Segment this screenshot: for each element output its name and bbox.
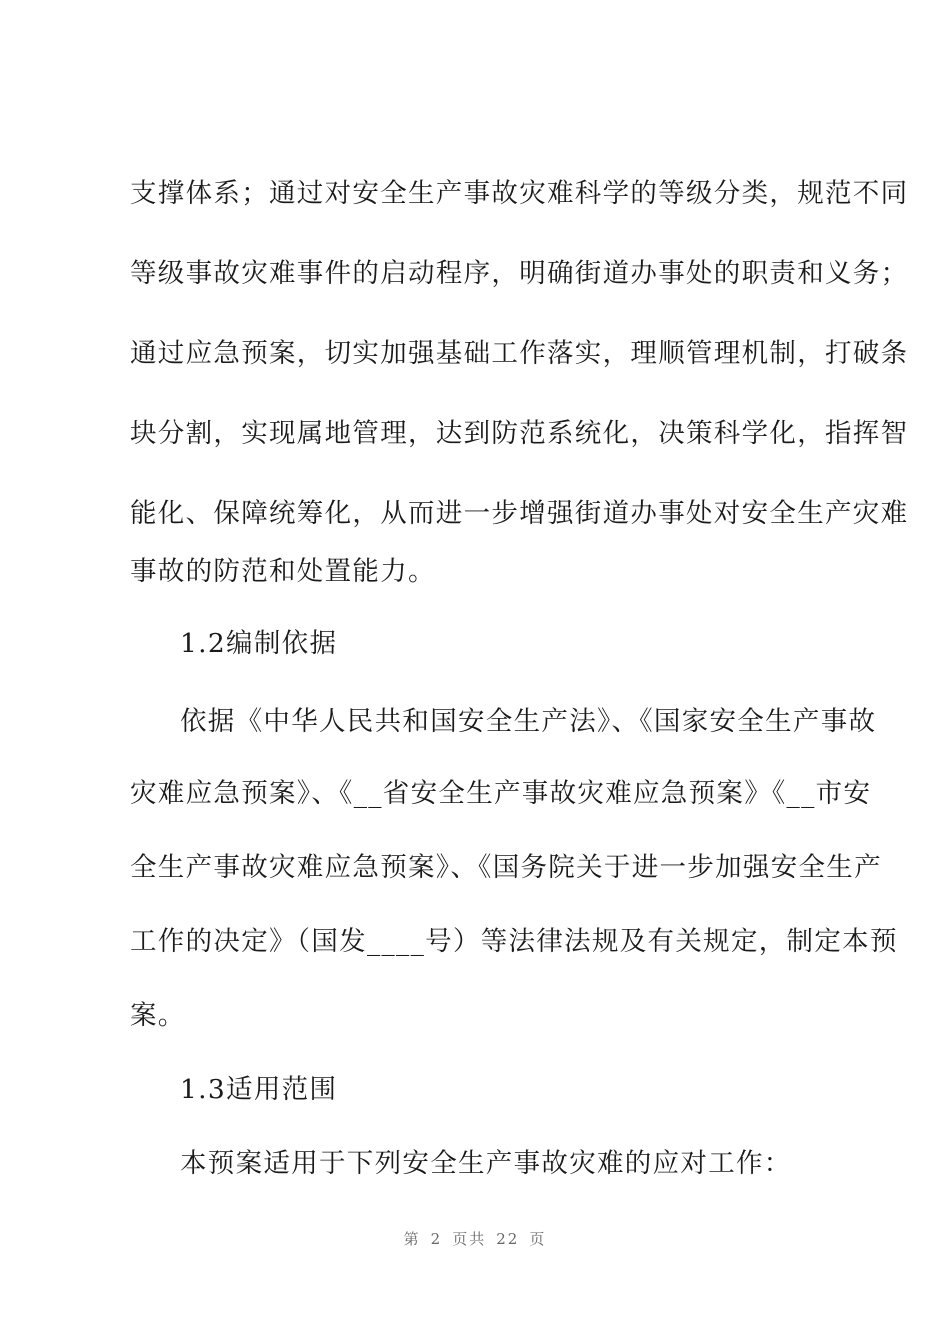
body-text-line: 案。 [130,1000,186,1031]
footer-page-total: 22 [496,1230,520,1248]
body-text-line: 事故的防范和处置能力。 [130,556,436,587]
body-text-line: 通过应急预案，切实加强基础工作落实，理顺管理机制，打破条 [130,338,909,369]
body-text-line: 等级事故灾难事件的启动程序，明确街道办事处的职责和义务； [130,258,909,289]
section-heading: 1.3适用范围 [180,1074,338,1105]
body-text-line: 本预案适用于下列安全生产事故灾难的应对工作： [180,1148,792,1179]
footer-page-prefix: 第 [403,1230,421,1248]
body-text-line: 全生产事故灾难应急预案》、《国务院关于进一步加强安全生产 [130,852,882,883]
body-text-line: 支撑体系；通过对安全生产事故灾难科学的等级分类，规范不同 [130,178,909,209]
body-text-line: 块分割，实现属地管理，达到防范系统化，决策科学化，指挥智 [130,418,909,449]
footer-page-middle: 页共 [452,1230,487,1248]
page-footer [0,1228,950,1250]
body-text-line: 灾难应急预案》、《__省安全生产事故灾难应急预案》《__市安 [130,778,872,809]
footer-page-suffix: 页 [529,1230,547,1248]
footer-page-current: 2 [430,1230,443,1248]
body-text-line: 能化、保障统筹化，从而进一步增强街道办事处对安全生产灾难 [130,498,909,529]
body-text-line: 工作的决定》（国发____号）等法律法规及有关规定，制定本预 [130,926,898,957]
section-heading: 1.2编制依据 [180,628,338,659]
body-text-line: 依据《中华人民共和国安全生产法》、《国家安全生产事故 [180,706,877,737]
